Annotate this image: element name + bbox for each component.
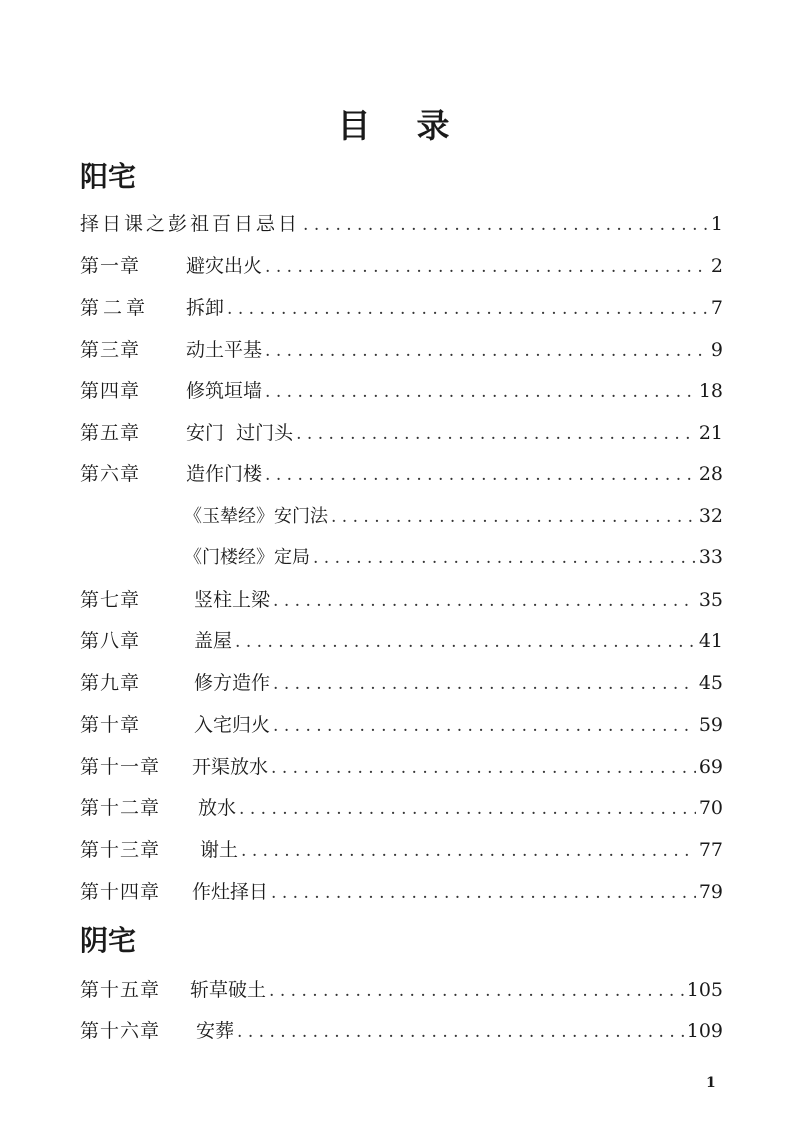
toc-entry-chapter: 第二章 (80, 297, 150, 319)
toc-entry[interactable] (80, 876, 723, 908)
toc-entry-chapter: 第三章 (80, 339, 141, 361)
toc-entry-chapter: 第十章 (80, 714, 141, 736)
toc-entry-title: 开渠放水 (192, 756, 269, 778)
toc-entry[interactable] (80, 292, 723, 324)
toc-entry[interactable] (80, 458, 723, 490)
toc-leader-dots (265, 459, 696, 491)
page-title-part2: 录 (416, 106, 452, 145)
toc-entry-page: 41 (698, 630, 723, 652)
toc-leader-dots (227, 293, 708, 325)
toc-leader-dots (237, 1016, 684, 1048)
toc-entry-chapter: 第四章 (80, 380, 141, 402)
toc-entry-title: 竖柱上梁 (194, 589, 271, 611)
toc-entry-chapter: 第十一章 (80, 756, 161, 778)
toc-entry[interactable] (80, 834, 723, 866)
toc-entry-title: 造作门楼 (186, 463, 263, 485)
toc-entry-page: 2 (710, 255, 723, 277)
toc-leader-dots (271, 752, 696, 784)
toc-entry-title: 修筑垣墙 (186, 380, 263, 402)
toc-entry-page: 35 (698, 589, 723, 611)
toc-entry[interactable] (80, 584, 723, 616)
toc-leader-dots (271, 877, 696, 909)
toc-leader-dots (239, 793, 696, 825)
toc-entry-title: 动土平基 (186, 339, 263, 361)
toc-leader-dots (313, 542, 696, 574)
toc-entry[interactable] (80, 1015, 723, 1047)
toc-entry-page: 69 (698, 756, 723, 778)
toc-entry-page: 1 (710, 213, 723, 235)
toc-entry-chapter: 第十四章 (80, 881, 161, 903)
toc-entry-chapter: 第九章 (80, 672, 141, 694)
toc-entry[interactable] (80, 208, 723, 240)
toc-entry-page: 105 (686, 979, 723, 1001)
toc-entry-title: 谢土 (200, 839, 239, 861)
page-title (0, 100, 789, 147)
toc-entry[interactable] (80, 250, 723, 282)
toc-entry[interactable] (80, 625, 723, 657)
toc-entry[interactable] (80, 974, 723, 1006)
section-heading-yang: 阳宅 (80, 160, 137, 193)
toc-entry-title: 《门楼经》定局 (184, 547, 310, 568)
toc-entry[interactable] (80, 709, 723, 741)
toc-entry-page: 59 (698, 714, 723, 736)
toc-leader-dots (273, 668, 696, 700)
toc-entry[interactable] (80, 334, 723, 366)
toc-leader-dots (265, 335, 708, 367)
toc-entry-chapter: 第十六章 (80, 1020, 161, 1042)
toc-entry-title: 择日课之彭祖百日忌日 (80, 213, 301, 235)
toc-entry[interactable] (80, 417, 723, 449)
toc-entry-page: 21 (698, 422, 723, 444)
toc-leader-dots (235, 626, 696, 658)
toc-leader-dots (269, 975, 684, 1007)
toc-leader-dots (241, 835, 696, 867)
toc-entry-title: 安葬 (196, 1020, 235, 1042)
toc-entry-title: 安门 过门头 (186, 422, 294, 444)
toc-entry[interactable] (80, 751, 723, 783)
toc-entry-page: 79 (698, 881, 723, 903)
toc-leader-dots (273, 710, 696, 742)
toc-leader-dots (265, 251, 708, 283)
toc-entry-title: 放水 (198, 797, 237, 819)
toc-entry-title: 作灶择日 (192, 881, 269, 903)
toc-entry-title: 修方造作 (194, 672, 271, 694)
toc-leader-dots (265, 376, 696, 408)
toc-entry-page: 70 (698, 797, 723, 819)
toc-subentry[interactable] (184, 500, 723, 532)
toc-entry-page: 77 (698, 839, 723, 861)
toc-subentry[interactable] (184, 541, 723, 573)
toc-entry-title: 拆卸 (186, 297, 225, 319)
toc-leader-dots (331, 501, 696, 533)
toc-entry-page: 45 (698, 672, 723, 694)
toc-entry-chapter: 第六章 (80, 463, 141, 485)
toc-entry-title: 《玉辇经》安门法 (184, 506, 328, 527)
page-title-part1: 目 (337, 106, 373, 145)
toc-entry-page: 33 (698, 546, 723, 568)
toc-entry-chapter: 第七章 (80, 589, 141, 611)
toc-entry-chapter: 第八章 (80, 630, 141, 652)
toc-entry-page: 7 (710, 297, 723, 319)
toc-leader-dots (296, 418, 696, 450)
page-number: 1 (706, 1075, 716, 1091)
toc-entry-chapter: 第十五章 (80, 979, 161, 1001)
toc-entry-page: 32 (698, 505, 723, 527)
toc-entry-chapter: 第十三章 (80, 839, 161, 861)
toc-entry-page: 109 (686, 1020, 723, 1042)
toc-entry-title: 入宅归火 (194, 714, 271, 736)
toc-leader-dots (303, 209, 708, 241)
toc-leader-dots (273, 585, 696, 617)
toc-entry-title: 避灾出火 (186, 255, 263, 277)
toc-entry-chapter: 第十二章 (80, 797, 161, 819)
toc-entry-page: 18 (698, 380, 723, 402)
toc-entry-chapter: 第五章 (80, 422, 141, 444)
toc-entry-page: 28 (698, 463, 723, 485)
section-heading-yin: 阴宅 (80, 924, 137, 957)
toc-entry[interactable] (80, 375, 723, 407)
toc-entry-title: 盖屋 (194, 630, 233, 652)
toc-entry[interactable] (80, 667, 723, 699)
toc-entry-title: 斩草破土 (190, 979, 267, 1001)
toc-entry[interactable] (80, 792, 723, 824)
toc-entry-chapter: 第一章 (80, 255, 141, 277)
toc-entry-page: 9 (710, 339, 723, 361)
